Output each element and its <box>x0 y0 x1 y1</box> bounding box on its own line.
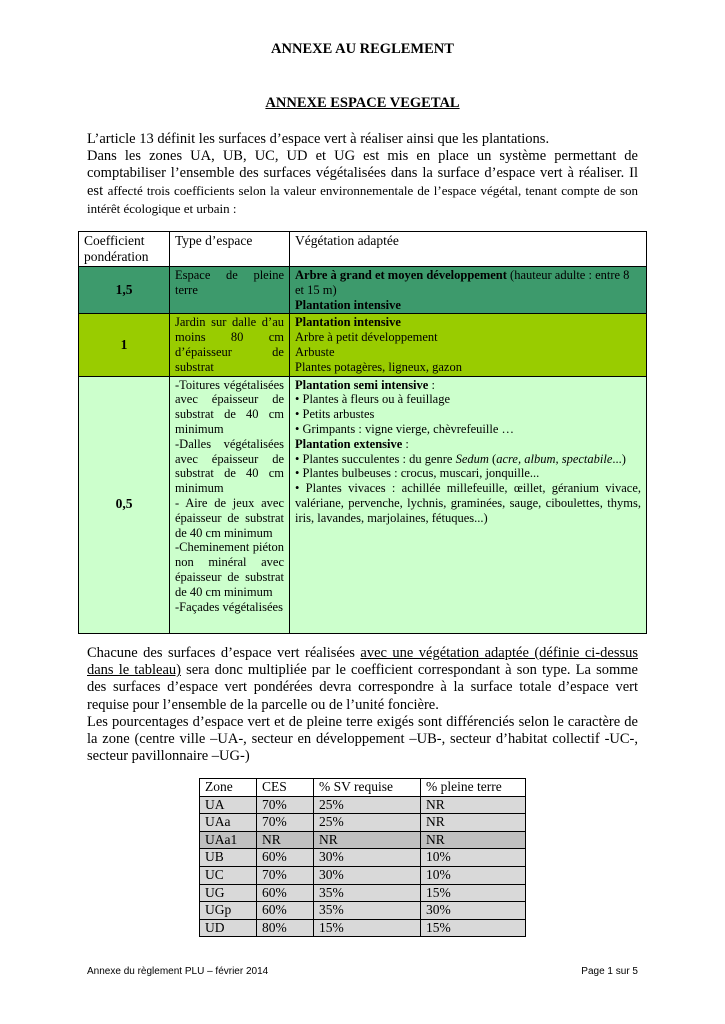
table-header-row <box>79 232 647 267</box>
table-cell: UD <box>200 919 257 937</box>
table-cell: UAa1 <box>200 831 257 849</box>
table-cell: Zone <box>200 779 257 797</box>
table-cell: 15% <box>421 884 526 902</box>
table-cell: 30% <box>421 902 526 920</box>
table-cell: 15% <box>421 919 526 937</box>
coef-value: 1 <box>79 314 170 376</box>
table-cell: 35% <box>314 902 421 920</box>
table-cell: 10% <box>421 849 526 867</box>
table-row <box>200 919 526 937</box>
zones-table <box>199 778 526 937</box>
table-cell: CES <box>257 779 314 797</box>
coefficient-table <box>78 231 647 634</box>
document-title: ANNEXE AU REGLEMENT <box>271 41 454 57</box>
table-cell: 25% <box>314 814 421 832</box>
table-cell: 70% <box>257 866 314 884</box>
intro-text <box>87 131 638 218</box>
explanation-paragraph-1: Chacune des surfaces d’espace vert réalisées avec une végétation adaptée (définie ci-dessus dans le tableau) sera donc multipliée par le coefficient correspondant à son type. La somme des surfaces d’espace vert pondérées devra correspondre à la surface totale d’espace vert requise pour l’ensemble de la parcelle ou de l’unité foncière. <box>87 645 639 713</box>
header-coefficient: Coefficient pondération <box>79 232 170 267</box>
space-type-list: -Toitures végétalisées avec épaisseur de substrat de 40 cm minimum -Dalles végétalisées avec épaisseur de substrat de 40 cm minimum - Aire de jeux avec épaisseur de substrat de 40 cm minimum -Cheminement piéton non minéral avec épaisseur de substrat de 40 cm minimum -Façades végétalisées <box>170 376 290 633</box>
intro-paragraph-1: L’article 13 définit les surfaces d’espace vert à réaliser ainsi que les plantations. <box>87 131 550 147</box>
table-cell: NR <box>257 831 314 849</box>
table-row <box>200 884 526 902</box>
explanation-paragraph-2: Les pourcentages d’espace vert et de pleine terre exigés sont différenciés selon le caractère de la zone (centre ville –UA-, secteur en développement –UB-, secteur d’habitat collectif -UC-, secteur pavillonnaire –UG-) <box>87 713 638 765</box>
table-cell: % pleine terre <box>421 779 526 797</box>
vegetation-cell: Plantation intensive Arbre à petit développement Arbuste Plantes potagères, ligneux, gazon <box>290 314 647 376</box>
header-vegetation: Végétation adaptée <box>290 232 647 267</box>
vegetation-cell: Plantation semi intensive : • Plantes à fleurs ou à feuillage • Petits arbustes • Grimpants : vigne vierge, chèvrefeuille … Plantation extensive : • Plantes succulentes : du genre Sedum (acre, album, spectabile...) • Plantes bulbeuses : crocus, muscari, jonquille... • Plantes vivaces : achillée millefeuille, œillet, géranium vivace, valériane, pervenche, lychnis, graminées, sauge, ciboulettes, thyms, iris, lavandes, marjolaines, fétuques...) <box>290 376 647 633</box>
table-cell: 30% <box>314 866 421 884</box>
space-type: Espace de pleine terre <box>170 267 290 314</box>
table-cell: 60% <box>257 849 314 867</box>
table-row <box>79 314 647 376</box>
table-row <box>79 376 647 633</box>
table-cell: % SV requise <box>314 779 421 797</box>
table-cell: 35% <box>314 884 421 902</box>
table-row <box>200 814 526 832</box>
table-cell: UB <box>200 849 257 867</box>
table-cell: 60% <box>257 902 314 920</box>
table-cell: NR <box>421 831 526 849</box>
table-row <box>200 831 526 849</box>
coef-value: 1,5 <box>79 267 170 314</box>
table-cell: 10% <box>421 866 526 884</box>
table-cell: 30% <box>314 849 421 867</box>
table-cell: 70% <box>257 814 314 832</box>
vegetation-cell: Arbre à grand et moyen développement (hauteur adulte : entre 8 et 15 m) Plantation intensive <box>290 267 647 314</box>
footer-left: Annexe du règlement PLU – février 2014 <box>87 966 269 977</box>
table-row <box>200 849 526 867</box>
table-cell: 15% <box>314 919 421 937</box>
table-cell: 60% <box>257 884 314 902</box>
table-cell: NR <box>421 796 526 814</box>
table-row <box>200 902 526 920</box>
table-cell: UC <box>200 866 257 884</box>
space-type: Jardin sur dalle d’au moins 80 cm d’épaisseur de substrat <box>170 314 290 376</box>
explanation-text <box>87 645 638 765</box>
table-cell: UAa <box>200 814 257 832</box>
zones-header-row <box>200 779 526 797</box>
table-cell: UGp <box>200 902 257 920</box>
footer-page-number: Page 1 sur 5 <box>581 966 638 977</box>
table-cell: 25% <box>314 796 421 814</box>
table-row <box>79 267 647 314</box>
table-cell: NR <box>314 831 421 849</box>
table-cell: UG <box>200 884 257 902</box>
table-cell: 70% <box>257 796 314 814</box>
table-cell: NR <box>421 814 526 832</box>
table-row <box>200 866 526 884</box>
header-type: Type d’espace <box>170 232 290 267</box>
intro-paragraph-2: Dans les zones UA, UB, UC, UD et UG est mis en place un système permettant de comptabiliser l’ensemble des surfaces végétalisées dans la surface d’espace vert à réaliser. Il est affecté trois coefficients selon la valeur environnementale de l’espace végétal, tenant compte de son intérêt écologique et urbain : <box>87 148 639 216</box>
section-title: ANNEXE ESPACE VEGETAL <box>265 95 460 111</box>
table-cell: 80% <box>257 919 314 937</box>
table-cell: UA <box>200 796 257 814</box>
table-row <box>200 796 526 814</box>
coef-value: 0,5 <box>79 376 170 633</box>
